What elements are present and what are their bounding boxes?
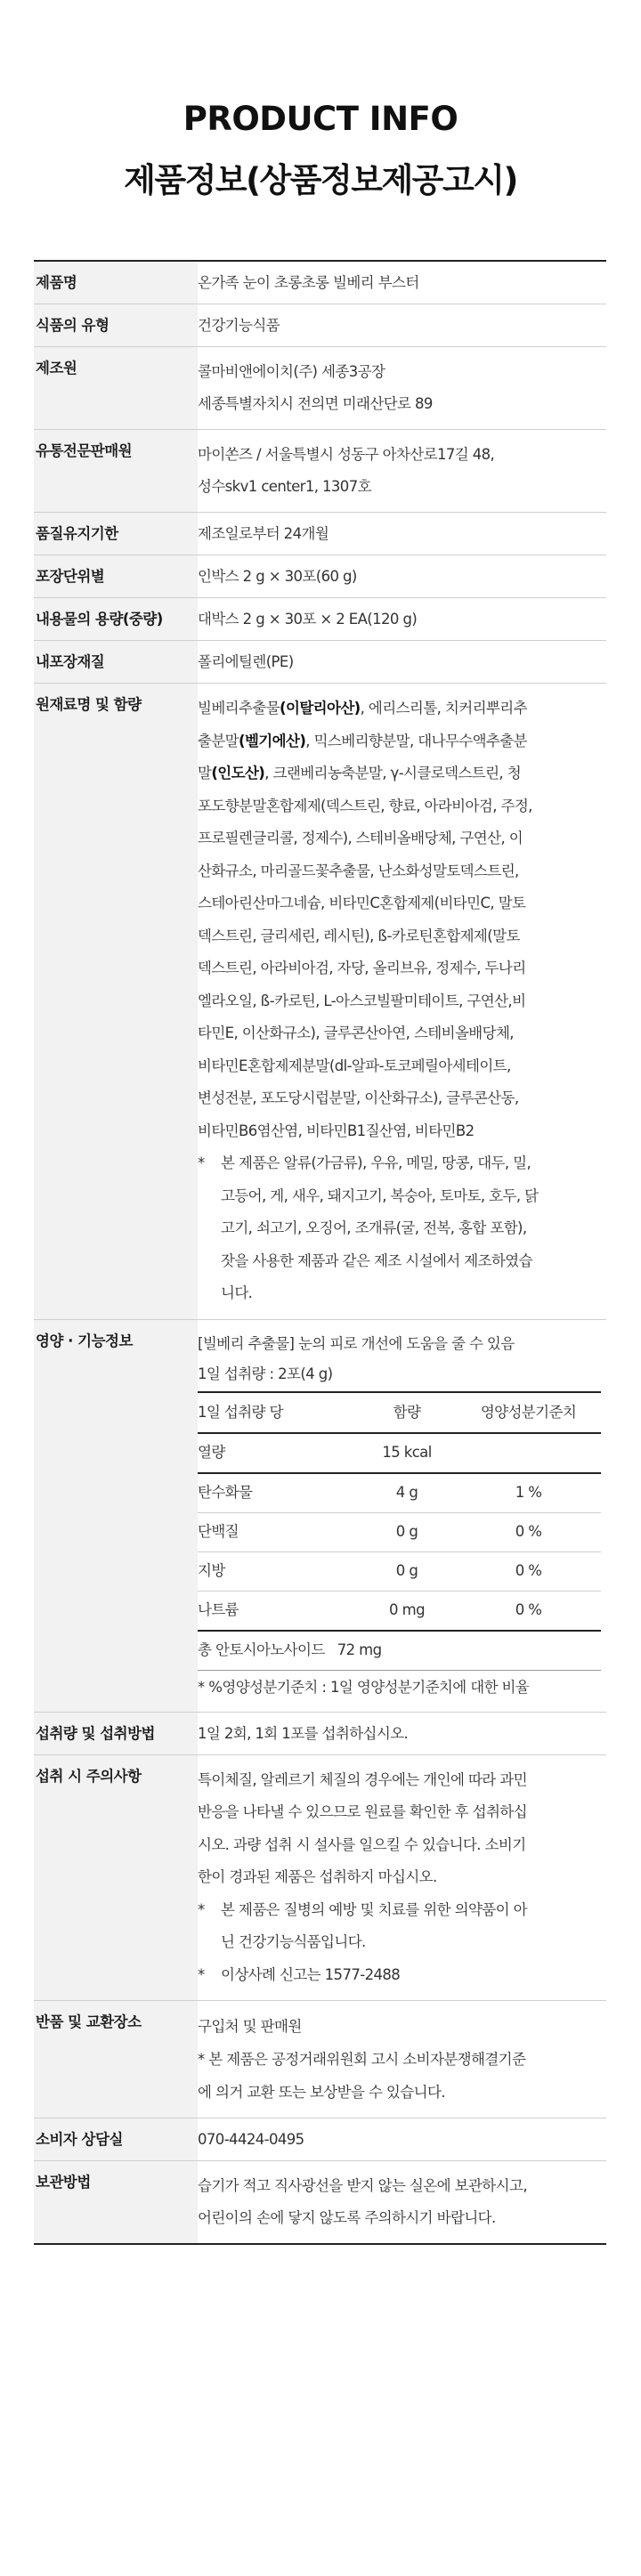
ingredient-line: 변성전분, 포도당시럽분말, 이산화규소), 글루콘산동, bbox=[198, 1090, 519, 1106]
caution-line: 한이 경과된 제품은 섭취하지 마십시오. bbox=[198, 1868, 437, 1885]
allergy-line: 고등어, 게, 새우, 돼지고기, 복숭아, 토마토, 호두, 닭 bbox=[221, 1187, 539, 1204]
caution-note-2: * 이상사례 신고는 1577-2488 bbox=[198, 1959, 601, 1992]
nutrition-table-header bbox=[198, 1393, 601, 1434]
nutrition-row-protein bbox=[198, 1513, 601, 1552]
value-intake: 1일 2회, 1회 1포를 섭취하십시오. bbox=[198, 1724, 409, 1742]
caution-note-line: 본 제품은 질병의 예방 및 치료를 위한 의약품이 아 bbox=[221, 1900, 527, 1918]
row-consumer-center bbox=[34, 2118, 606, 2161]
row-content-volume bbox=[34, 598, 606, 641]
row-storage bbox=[34, 2161, 606, 2245]
row-ingredients bbox=[34, 684, 606, 1320]
value-distributor bbox=[198, 430, 606, 512]
storage-line: 습기가 적고 직사광선을 받지 않는 실온에 보관하시고, bbox=[198, 2177, 527, 2194]
ingredient-line: 출분말(벨기에산), 믹스베리향분말, 대나무수액추출분 bbox=[198, 732, 527, 749]
row-shelf-life bbox=[34, 513, 606, 555]
caution-note-line: 닌 건강기능식품입니다. bbox=[221, 1933, 366, 1950]
value-returns bbox=[198, 2001, 606, 2118]
value-nutrition bbox=[198, 1320, 606, 1712]
nutrient-amount: 0 g bbox=[395, 1562, 418, 1579]
label-content-volume: 내용물의 용량(중량) bbox=[34, 598, 198, 640]
title-korean: 제품정보(상품정보제공고시) bbox=[124, 161, 517, 199]
row-intake bbox=[34, 1713, 606, 1755]
label-manufacturer: 제조원 bbox=[34, 347, 198, 429]
nutrient-name: 단백질 bbox=[198, 1523, 239, 1540]
allergy-line: 니다. bbox=[221, 1284, 253, 1301]
nutrient-percent: 0 % bbox=[515, 1601, 542, 1618]
nutrient-amount: 15 kcal bbox=[382, 1444, 432, 1461]
ingredient-line: 빌베리추출물(이탈리아산), 에리스리톨, 치커리뿌리추 bbox=[198, 700, 527, 717]
nutrition-row-carbohydrate bbox=[198, 1474, 601, 1513]
allergy-line: 잣을 사용한 제품과 같은 제조 시설에서 제조하였습 bbox=[221, 1252, 532, 1269]
adverse-event-report: 이상사례 신고는 1577-2488 bbox=[221, 1965, 401, 1983]
label-food-type: 식품의 유형 bbox=[34, 304, 198, 346]
header-daily-value: 영양성분기준치 bbox=[480, 1403, 577, 1421]
caution-note-1: * 본 제품은 질병의 예방 및 치료를 위한 의약품이 아 닌 건강기능식품입니다. bbox=[198, 1894, 601, 1959]
header-amount: 함량 bbox=[393, 1403, 421, 1421]
nutrient-name: 지방 bbox=[198, 1562, 225, 1579]
label-packaging-material: 내포장재질 bbox=[34, 641, 198, 683]
returns-line: 구입처 및 판매원 bbox=[198, 2018, 302, 2035]
product-info-table bbox=[34, 260, 606, 2245]
nutrient-percent: 0 % bbox=[515, 1523, 542, 1540]
nutrient-name: 열량 bbox=[198, 1444, 225, 1461]
ingredient-line: 말(인도산), 크랜베리농축분말, γ-시클로덱스트린, 청 bbox=[198, 765, 522, 782]
nutrition-row-calories bbox=[198, 1434, 601, 1474]
ingredient-line: 덱스트린, 아라비아검, 자당, 올리브유, 정제수, 두나리 bbox=[198, 960, 526, 976]
nutrient-amount: 0 mg bbox=[389, 1601, 425, 1618]
value-shelf-life: 제조일로부터 24개월 bbox=[198, 525, 329, 542]
label-product-name: 제품명 bbox=[34, 262, 198, 304]
row-manufacturer bbox=[34, 347, 606, 430]
returns-line: 에 의거 교환 또는 보상받을 수 있습니다. bbox=[198, 2084, 445, 2101]
distributor-line-1: 마이쏜즈 / 서울특별시 성동구 아차산로17길 48, bbox=[198, 446, 495, 463]
caution-line: 시오. 과량 섭취 시 설사를 일으킬 수 있습니다. 소비기 bbox=[198, 1835, 526, 1853]
nutrient-percent: 1 % bbox=[515, 1484, 542, 1501]
label-returns: 반품 및 교환장소 bbox=[34, 2001, 198, 2118]
label-nutrition: 영양 · 기능정보 bbox=[34, 1320, 198, 1712]
value-package-unit: 인박스 2 g × 30포(60 g) bbox=[198, 568, 357, 585]
nutrient-name: 탄수화물 bbox=[198, 1484, 253, 1501]
nutrition-row-sodium bbox=[198, 1592, 601, 1632]
value-packaging-material: 폴리에틸렌(PE) bbox=[198, 653, 294, 670]
header-per-serving: 1일 섭취량 당 bbox=[198, 1403, 283, 1421]
ingredient-line: 타민E, 이산화규소), 글루콘산아연, 스테비올배당체, bbox=[198, 1025, 514, 1041]
row-nutrition bbox=[34, 1320, 606, 1713]
value-product-name: 온가족 눈이 초롱초롱 빌베리 부스터 bbox=[198, 274, 419, 291]
value-caution bbox=[198, 1755, 606, 2001]
ingredient-line: 비타민B6염산염, 비타민B1질산염, 비타민B2 bbox=[198, 1122, 475, 1139]
ingredient-line: 포도향분말혼합제제(덱스트린, 향료, 아라비아검, 주정, bbox=[198, 797, 532, 814]
allergy-line: 본 제품은 알류(가금류), 우유, 메밀, 땅콩, 대두, 밀, bbox=[221, 1154, 531, 1171]
value-manufacturer bbox=[198, 347, 606, 429]
allergy-asterisk: * bbox=[198, 1154, 205, 1171]
value-food-type: 건강기능식품 bbox=[198, 317, 280, 334]
ingredient-line: 산화규소, 마리골드꽃추출물, 난소화성말토덱스트린, bbox=[198, 862, 519, 879]
title-english: PRODUCT INFO bbox=[183, 100, 458, 138]
daily-serving: 1일 섭취량 : 2포(4 g) bbox=[198, 1365, 333, 1382]
nutrition-row-fat bbox=[198, 1552, 601, 1592]
manufacturer-line-2: 세종특별자치시 전의면 미래산단로 89 bbox=[198, 395, 433, 412]
value-storage bbox=[198, 2161, 606, 2243]
label-ingredients: 원재료명 및 함량 bbox=[34, 684, 198, 1319]
nutrient-percent: 0 % bbox=[515, 1562, 542, 1579]
label-caution: 섭취 시 주의사항 bbox=[34, 1755, 198, 2001]
label-shelf-life: 품질유지기한 bbox=[34, 513, 198, 555]
value-consumer-center: 070-4424-0495 bbox=[198, 2131, 304, 2148]
nutrient-name: 나트륨 bbox=[198, 1601, 239, 1618]
row-food-type bbox=[34, 304, 606, 347]
daily-value-footnote: * %영양성분기준치 : 1일 영양성분기준치에 대한 비율 bbox=[198, 1678, 530, 1696]
allergy-note bbox=[198, 1147, 601, 1310]
row-product-name bbox=[34, 262, 606, 304]
label-consumer-center: 소비자 상담실 bbox=[34, 2118, 198, 2160]
nutrient-amount: 0 g bbox=[395, 1523, 418, 1540]
anthocyanoside-label: 총 안토시아노사이드 bbox=[198, 1641, 325, 1658]
ingredient-line: 스테아린산마그네슘, 비타민C혼합제제(비타민C, 말토 bbox=[198, 895, 526, 911]
row-returns bbox=[34, 2001, 606, 2118]
value-ingredients bbox=[198, 684, 606, 1319]
function-claim: [빌베리 추출물] 눈의 피로 개선에 도움을 줄 수 있음 bbox=[198, 1334, 515, 1352]
manufacturer-line-1: 콜마비앤에이치(주) 세종3공장 bbox=[198, 363, 385, 380]
anthocyanoside-value: 72 mg bbox=[337, 1641, 382, 1658]
label-distributor: 유통전문판매원 bbox=[34, 430, 198, 512]
allergy-line: 고기, 쇠고기, 오징어, 조개류(굴, 전복, 홍합 포함), bbox=[221, 1219, 527, 1236]
ingredient-line: 덱스트린, 글리세린, 레시틴), ß-카로틴혼합제제(말토 bbox=[198, 927, 520, 944]
ingredient-line: 비타민E혼합제제분말(dl-알파-토코페릴아세테이트, bbox=[198, 1057, 511, 1074]
nutrition-row-anthocyanosides bbox=[198, 1632, 601, 1671]
caution-line: 특이체질, 알레르기 체질의 경우에는 개인에 따라 과민 bbox=[198, 1770, 527, 1788]
returns-line: * 본 제품은 공정거래위원회 고시 소비자분쟁해결기준 bbox=[198, 2051, 526, 2068]
ingredient-line: 프로필렌글리콜, 정제수), 스테비올배당체, 구연산, 이 bbox=[198, 830, 523, 847]
row-caution bbox=[34, 1755, 606, 2002]
label-storage: 보관방법 bbox=[34, 2161, 198, 2243]
row-package-unit bbox=[34, 555, 606, 598]
label-intake: 섭취량 및 섭취방법 bbox=[34, 1713, 198, 1754]
distributor-line-2: 성수skv1 center1, 1307호 bbox=[198, 478, 371, 495]
storage-line: 어린이의 손에 닿지 않도록 주의하시기 바랍니다. bbox=[198, 2209, 496, 2226]
label-package-unit: 포장단위별 bbox=[34, 555, 198, 597]
value-content-volume: 대박스 2 g × 30포 × 2 EA(120 g) bbox=[198, 611, 418, 628]
row-distributor bbox=[34, 430, 606, 513]
caution-line: 반응을 나타낼 수 있으므로 원료를 확인한 후 섭취하십 bbox=[198, 1803, 527, 1820]
ingredient-line: 엘라오일, ß-카로틴, L-아스코빌팔미테이트, 구연산,비 bbox=[198, 992, 526, 1009]
nutrition-table bbox=[198, 1391, 601, 1671]
nutrient-amount: 4 g bbox=[395, 1484, 418, 1501]
row-packaging-material bbox=[34, 641, 606, 684]
